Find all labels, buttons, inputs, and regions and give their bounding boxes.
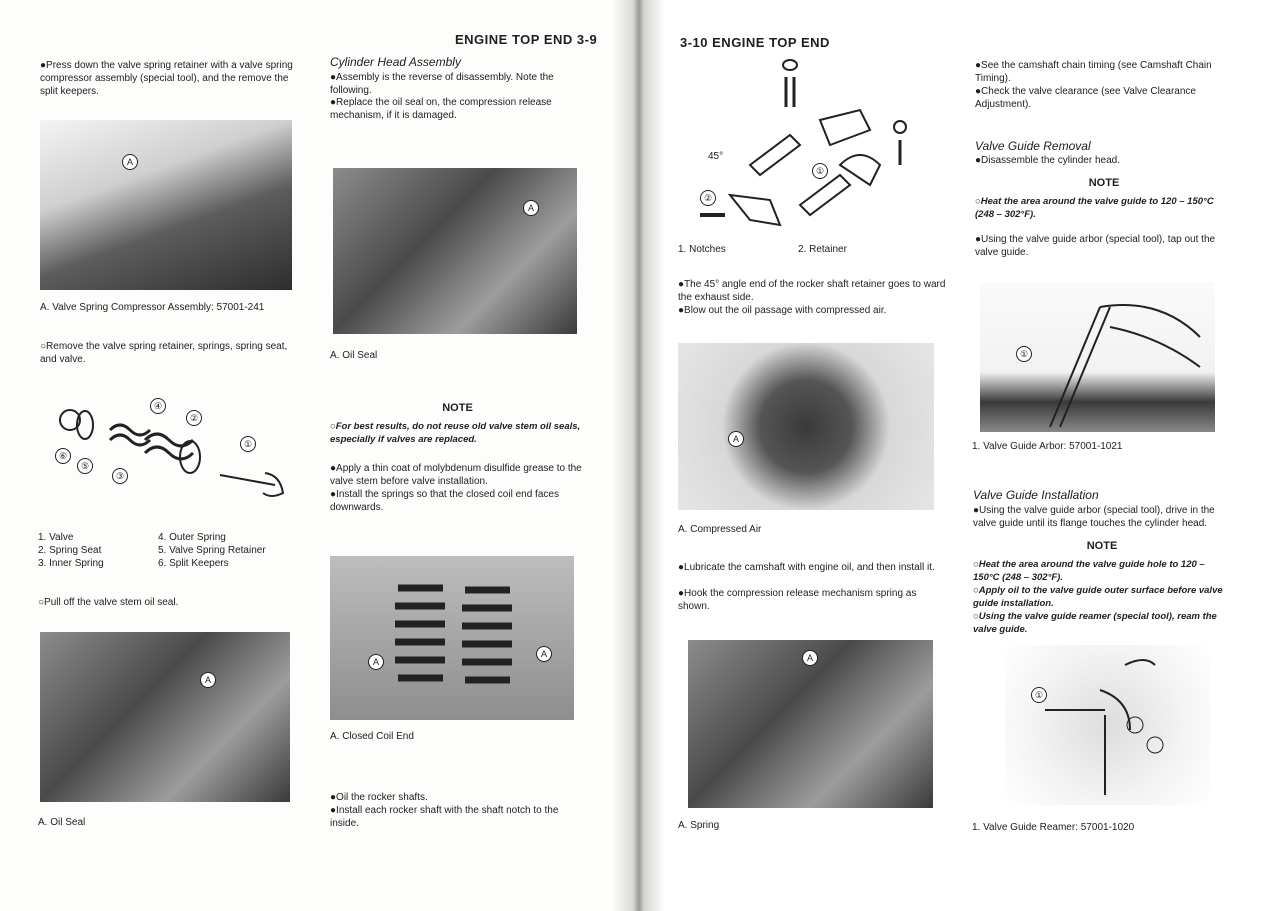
callout-1: ① [240,436,256,452]
callout-a: A [802,650,818,666]
instruction-text: ●Assembly is the reverse of disassembly. Note the following. [330,72,554,96]
callout-4: ④ [150,398,166,414]
figure-caption: A. Spring [678,820,720,831]
legend-item: 6. Split Keepers [158,558,229,569]
callout-a: A [728,431,744,447]
callout-a: A [122,154,138,170]
figure-caption: 1. Valve Guide Reamer: 57001-1020 [972,822,1135,833]
oil-seal-photo [40,632,290,802]
section-heading: Cylinder Head Assembly [330,55,461,69]
note-text: ○For best results, do not reuse old valve stem oil seals, especially if valves are replaced. [330,421,581,445]
figure-caption: 1. Valve Guide Arbor: 57001-1021 [972,441,1123,452]
legend-item: 5. Valve Spring Retainer [158,545,266,556]
instruction-text: ●Install each rocker shaft with the shaft notch to the inside. [330,805,559,829]
instruction-text: ○Remove the valve spring retainer, springs, spring seat, and valve. [40,341,288,365]
spring-photo [688,640,933,808]
callout-5: ⑤ [77,458,93,474]
valve-guide-arbor-illustration [980,282,1215,432]
section-heading: Valve Guide Installation [973,488,1099,502]
instruction-text: ●The 45° angle end of the rocker shaft retainer goes to ward the exhaust side. [678,279,946,303]
rocker-shaft-diagram [690,55,950,235]
callout-2: ② [186,410,202,426]
callout-6: ⑥ [55,448,71,464]
note-text: ○Apply oil to the valve guide outer surface before valve guide installation. [973,585,1223,609]
legend-item: 4. Outer Spring [158,532,226,543]
instruction-text: ●See the camshaft chain timing (see Camshaft Chain Timing). [975,60,1212,84]
callout-a: A [523,200,539,216]
instruction-text: ●Replace the oil seal on, the compression release mechanism, if it is damaged. [330,97,552,121]
compressed-air-photo [678,343,934,510]
note-text: ○Using the valve guide reamer (special tool), ream the valve guide. [973,611,1217,635]
callout-3: ③ [112,468,128,484]
callout-2: ② [700,190,716,206]
note-list [973,558,1231,636]
legend-col-2 [158,531,266,570]
cylinder-head-photo [333,168,577,334]
note-text: ○Heat the area around the valve guide to 120 – 150°C (248 – 302°F). [975,196,1214,220]
angle-label: 45° [708,151,724,162]
figure-caption: A. Compressed Air [678,524,762,535]
legend-item: 1. Notches [678,244,726,255]
instruction-text: ●Using the valve guide arbor (special tool), drive in the valve guide until its flange touches the cylinder head. [973,505,1215,529]
note-title: NOTE [1086,540,1118,552]
instruction-text: ●Check the valve clearance (see Valve Clearance Adjustment). [975,86,1196,110]
page-header: ENGINE TOP END 3-9 [455,32,598,47]
note-title: NOTE [442,402,473,414]
valve-parts-diagram [50,395,300,510]
instruction-text: ○Pull off the valve stem oil seal. [38,597,179,608]
callout-1: ① [1016,346,1032,362]
callout-1: ① [1031,687,1047,703]
springs-photo [330,556,574,720]
instruction-text: ●Using the valve guide arbor (special tool), tap out the valve guide. [975,234,1216,258]
instruction-text: ●Press down the valve spring retainer with a valve spring compressor assembly (special tool), and the remove the split keepers. [40,60,293,97]
figure-caption: A. Closed Coil End [330,731,414,742]
right-page [650,0,1280,911]
instruction-text: ●Disassemble the cylinder head. [975,155,1120,166]
figure-caption: A. Oil Seal [330,350,378,361]
note-text: ○Heat the area around the valve guide hole to 120 – 150°C (248 – 302°F). [973,559,1205,583]
instruction-text: ●Install the springs so that the closed coil end faces downwards. [330,489,559,513]
legend-item: 2. Spring Seat [38,545,102,556]
springs-illustration [390,578,520,698]
instruction-text: ●Blow out the oil passage with compressed air. [678,305,887,316]
callout-1: ① [812,163,828,179]
page-header: 3-10 ENGINE TOP END [680,35,830,50]
valve-spring-compressor-photo [40,120,292,290]
figure-caption: A. Oil Seal [38,817,86,828]
legend-item: 1. Valve [38,532,74,543]
instruction-text: ●Hook the compression release mechanism spring as shown. [678,588,917,612]
instruction-text: ●Apply a thin coat of molybdenum disulfide grease to the valve stem before valve installation. [330,463,582,487]
valve-guide-reamer-illustration [1005,645,1210,805]
left-page [0,0,624,911]
callout-a: A [200,672,216,688]
section-heading: Valve Guide Removal [975,139,1091,153]
figure-caption: A. Valve Spring Compressor Assembly: 57001-241 [40,302,265,313]
note-title: NOTE [1088,177,1120,189]
callout-a: A [536,646,552,662]
instruction-text: ●Lubricate the camshaft with engine oil, and then install it. [678,562,935,573]
legend-item: 2. Retainer [798,244,847,255]
callout-a: A [368,654,384,670]
legend-item: 3. Inner Spring [38,558,104,569]
instruction-text: ●Oil the rocker shafts. [330,792,428,803]
legend-col-1 [38,531,104,570]
